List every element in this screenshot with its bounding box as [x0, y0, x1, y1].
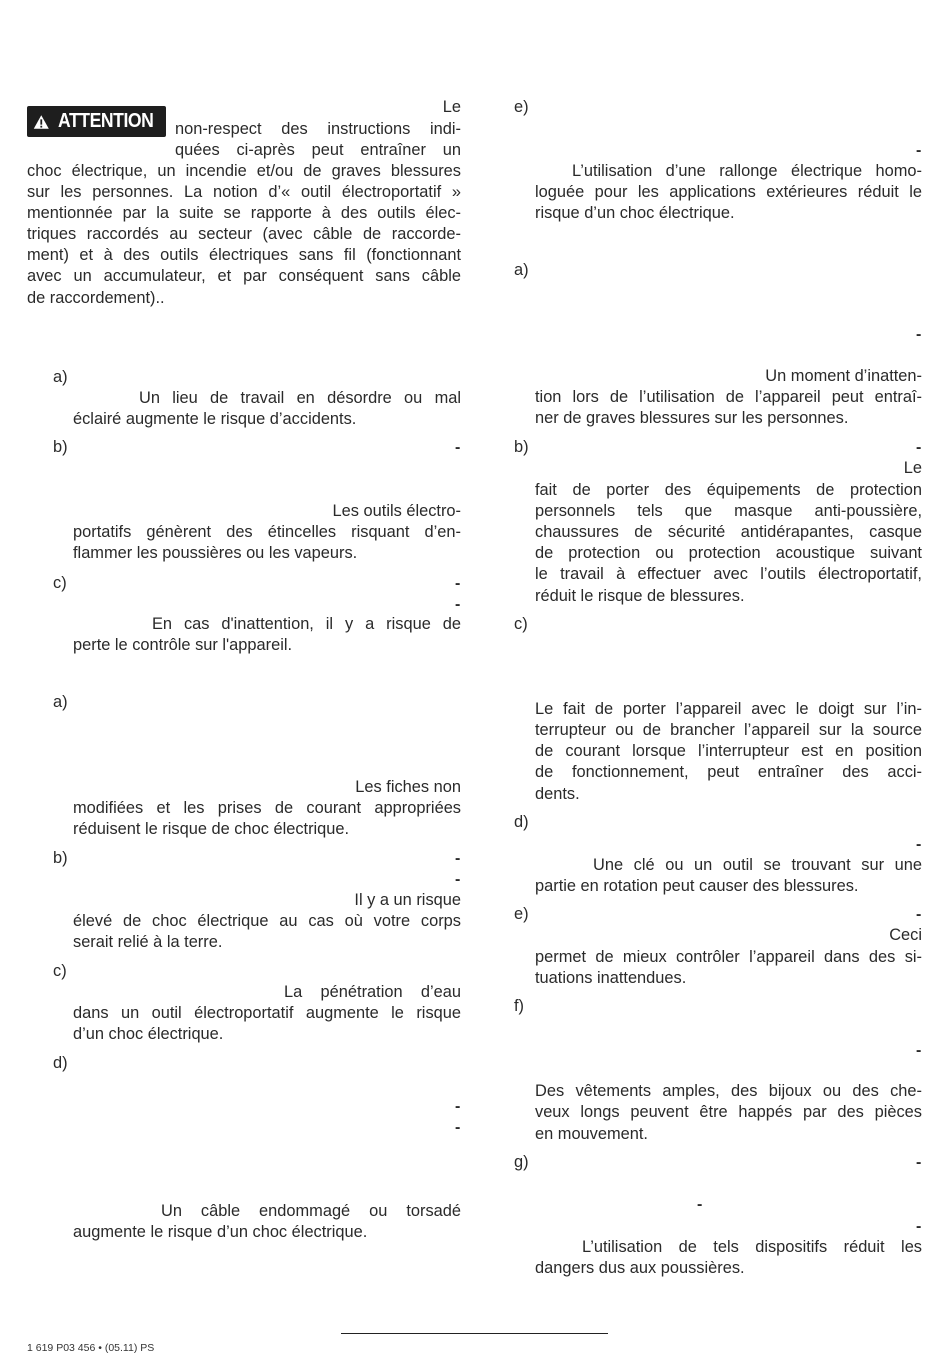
intro-line: Le	[442, 98, 461, 116]
item-text: veux longs peuvent être happés par des pièces	[535, 1103, 922, 1121]
attention-label: ATTENTION	[57, 110, 153, 132]
item-text: tion lors de l’utilisation de l’appareil peut entraî-	[535, 388, 922, 406]
item-label: d)	[514, 813, 529, 831]
item-text: tuations inattendues.	[535, 969, 687, 987]
hyphen-mark: -	[455, 575, 461, 592]
hyphen-mark: -	[916, 1042, 922, 1059]
item-text: Le	[903, 459, 922, 477]
hyphen-mark: -	[916, 906, 922, 923]
item-text: fait de porter des équipements de protection	[535, 481, 922, 499]
item-text: partie en rotation peut causer des blessures.	[535, 877, 859, 895]
item-text: réduit le risque de blessures.	[535, 587, 745, 605]
intro-line: ment) et à des outils électriques sans fil (fonctionnant	[27, 246, 461, 264]
hyphen-mark: -	[455, 596, 461, 613]
item-label: a)	[53, 368, 68, 386]
item-text: L’utilisation d’une rallonge électrique homo-	[572, 162, 922, 180]
attention-badge	[27, 106, 166, 137]
item-label: b)	[514, 438, 529, 456]
item-text: Ceci	[889, 926, 922, 944]
hyphen-mark: -	[916, 439, 922, 456]
footer-rule	[341, 1333, 608, 1334]
item-label: f)	[514, 997, 525, 1015]
hyphen-mark: -	[916, 1218, 922, 1235]
item-text: Des vêtements amples, des bijoux ou des che-	[535, 1082, 922, 1100]
item-text: Un moment d’inatten-	[765, 367, 922, 385]
item-label: g)	[514, 1153, 529, 1171]
intro-line: avec un accumulateur, et par conséquent sans câble	[27, 267, 461, 285]
item-text: de fonctionnement, peut entraîner des acci-	[535, 763, 922, 781]
hyphen-mark: -	[916, 326, 922, 343]
item-text: Un lieu de travail en désordre ou mal	[139, 389, 461, 407]
item-text: risque d’un choc électrique.	[535, 204, 735, 222]
item-text: Le fait de porter l’appareil avec le doigt sur l’in-	[535, 700, 922, 718]
item-text: augmente le risque d’un choc électrique.	[73, 1223, 368, 1241]
hyphen-mark: -	[916, 836, 922, 853]
item-label: c)	[514, 615, 528, 633]
item-label: e)	[514, 98, 529, 116]
hyphen-mark: -	[916, 142, 922, 159]
item-text: le travail à effectuer avec l’outils électroportatif,	[535, 565, 922, 583]
item-text: en mouvement.	[535, 1125, 648, 1143]
item-text: portatifs génèrent des étincelles risquant d’en-	[73, 523, 461, 541]
item-text: flammer les poussières ou les vapeurs.	[73, 544, 358, 562]
intro-line: choc électrique, un incendie et/ou de graves blessures	[27, 162, 461, 180]
item-text: L’utilisation de tels dispositifs réduit les	[582, 1238, 922, 1256]
hyphen-mark: -	[455, 1119, 461, 1136]
hyphen-mark: -	[455, 439, 461, 456]
item-text: de protection ou protection acoustique suivant	[535, 544, 922, 562]
item-text: En cas d'inattention, il y a risque de	[152, 615, 461, 633]
item-text: dans un outil électroportatif augmente le risque	[73, 1004, 461, 1022]
intro-line: triques raccordés au secteur (avec câble de raccorde-	[27, 225, 461, 243]
item-text: terrupteur ou de brancher l’appareil sur la source	[535, 721, 922, 739]
hyphen-mark: -	[455, 850, 461, 867]
hyphen-mark: -	[455, 1098, 461, 1115]
item-text: réduisent le risque de choc électrique.	[73, 820, 350, 838]
item-text: ner de graves blessures sur les personnes.	[535, 409, 849, 427]
item-text: dangers dus aux poussières.	[535, 1259, 745, 1277]
item-label: e)	[514, 905, 529, 923]
item-text: chaussures de sécurité antidérapantes, casque	[535, 523, 922, 541]
item-label: c)	[53, 574, 67, 592]
item-text: permet de mieux contrôler l’appareil dans des si-	[535, 948, 922, 966]
item-label: c)	[53, 962, 67, 980]
hyphen-mark: -	[455, 871, 461, 888]
item-text: Une clé ou un outil se trouvant sur une	[593, 856, 922, 874]
footer-code: 1 619 P03 456 • (05.11) PS	[27, 1342, 155, 1354]
item-label: a)	[53, 693, 68, 711]
item-label: b)	[53, 849, 68, 867]
item-label: b)	[53, 438, 68, 456]
item-text: éclairé augmente le risque d’accidents.	[73, 410, 357, 428]
item-label: d)	[53, 1054, 68, 1072]
item-text: La pénétration d’eau	[284, 983, 461, 1001]
item-text: élevé de choc électrique au cas où votre corps	[73, 912, 461, 930]
warning-triangle-icon	[33, 112, 50, 132]
item-text: perte le contrôle sur l'appareil.	[73, 636, 293, 654]
item-text: modifiées et les prises de courant appropriées	[73, 799, 461, 817]
item-label: a)	[514, 261, 529, 279]
item-text: de courant lorsque l’interrupteur est en position	[535, 742, 922, 760]
item-text: Il y a un risque	[354, 891, 461, 909]
item-text: personnels tels que masque anti-poussière,	[535, 502, 922, 520]
item-text: serait relié à la terre.	[73, 933, 223, 951]
intro-line: quées ci-après peut entraîner un	[175, 141, 461, 159]
item-text: d’un choc électrique.	[73, 1025, 224, 1043]
item-text: Les outils électro-	[332, 502, 461, 520]
intro-line: sur les personnes. La notion d’« outil électroportatif »	[27, 183, 461, 201]
hyphen-mark: -	[916, 1154, 922, 1171]
intro-line: non-respect des instructions indi-	[175, 120, 461, 138]
hyphen-mark: -	[697, 1196, 703, 1213]
item-text: Un câble endommagé ou torsadé	[161, 1202, 461, 1220]
item-text: loguée pour les applications extérieures réduit le	[535, 183, 922, 201]
item-text: dents.	[535, 785, 580, 803]
intro-line: mentionnée par la suite se rapporte à des outils élec-	[27, 204, 461, 222]
intro-line: de raccordement)..	[27, 289, 165, 307]
item-text: Les fiches non	[355, 778, 461, 796]
